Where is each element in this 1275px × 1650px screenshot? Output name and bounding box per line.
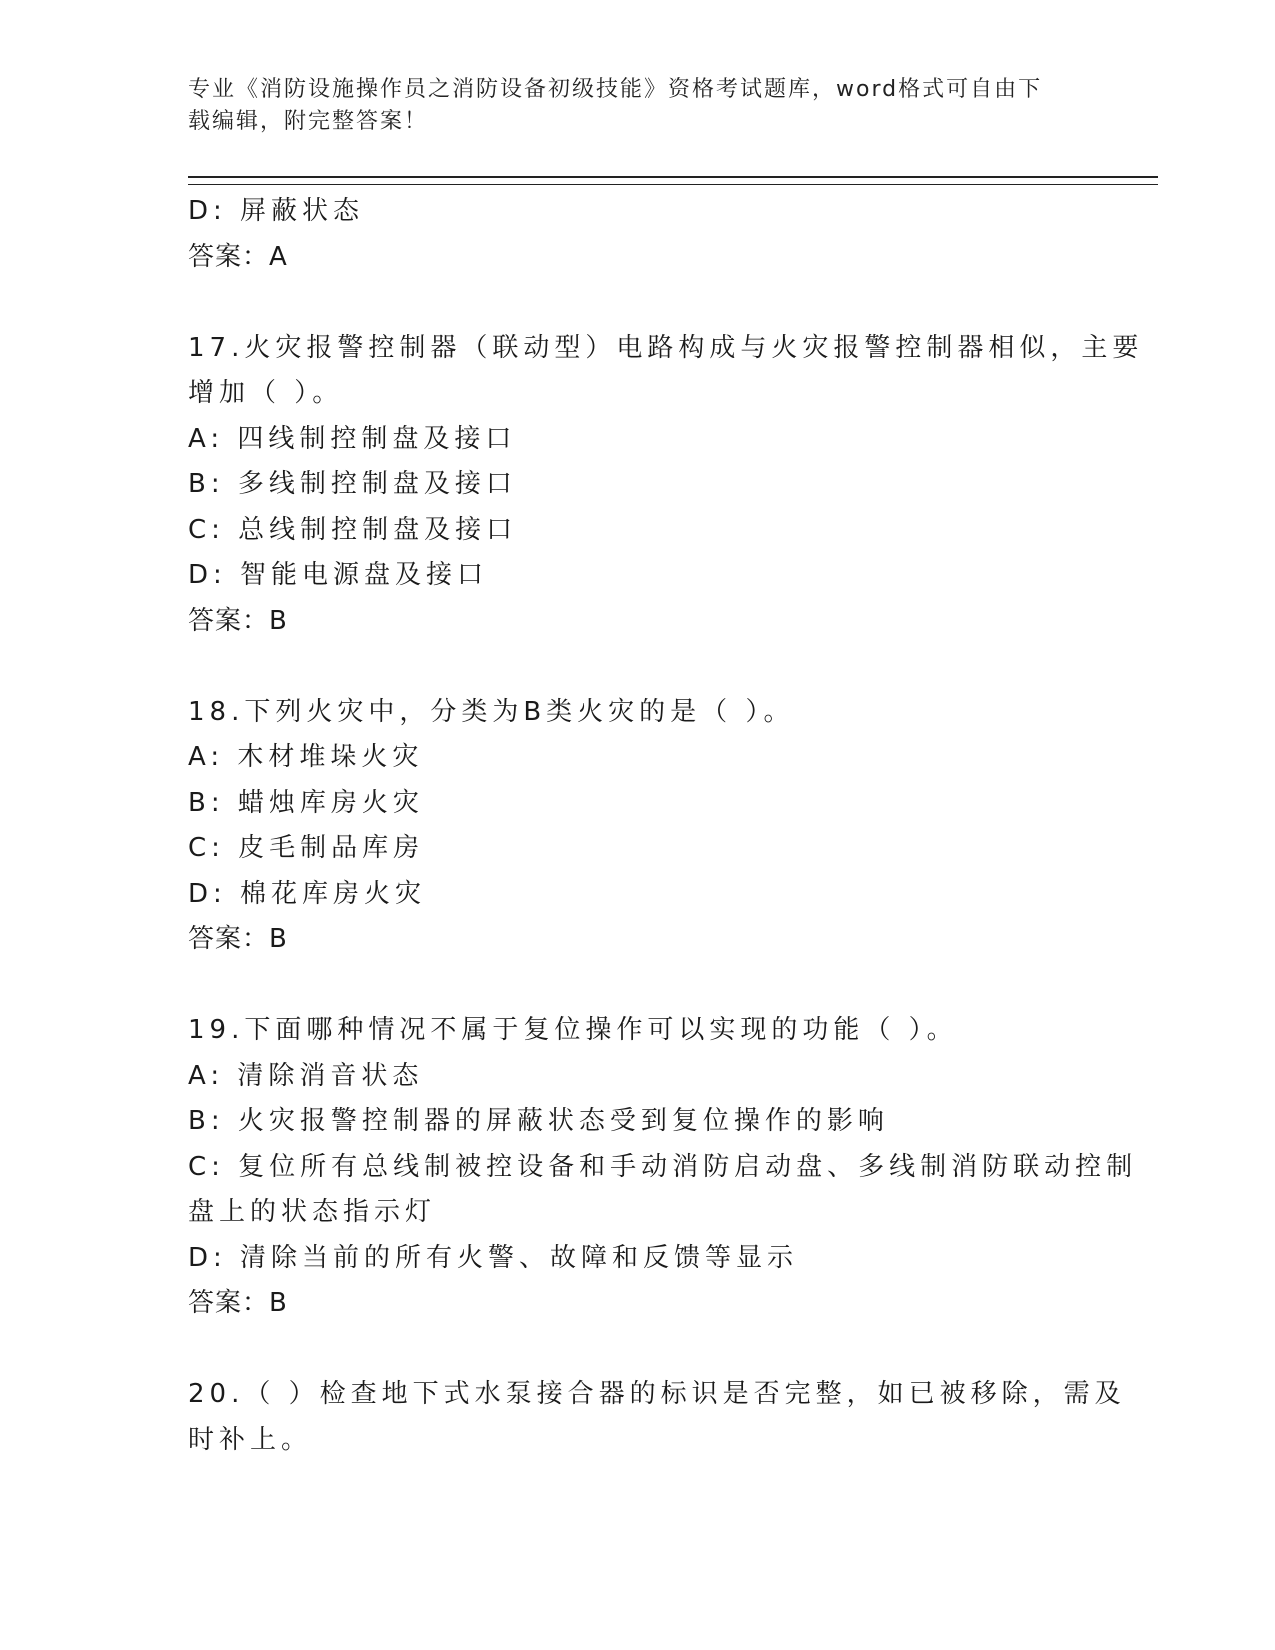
header-title-line-1: 专业《消防设施操作员之消防设备初级技能》资格考试题库，word格式可自由下: [188, 77, 1043, 102]
question-18-option-d: D: 棉花库房火灾: [188, 878, 427, 909]
header-divider: [188, 176, 1158, 185]
question-19-option-c-line-2: 盘上的状态指示灯: [188, 1197, 437, 1227]
question-19: [188, 1008, 1138, 1327]
question-20-stem-line-2: 时补上。: [188, 1424, 313, 1455]
prev-option-d: D: 屏蔽状态: [188, 196, 365, 226]
question-20: [188, 1372, 1126, 1463]
question-18-option-c: C: 皮毛制品库房: [188, 833, 425, 863]
question-18-answer: 答案：B: [188, 924, 288, 954]
question-17-stem-line-2: 增加（ ）。: [188, 378, 344, 408]
question-19-option-c-line-1: C: 复位所有总线制被控设备和手动消防启动盘、多线制消防联动控制: [188, 1151, 1138, 1182]
document-header: [188, 74, 1088, 138]
question-18-option-a: A: 木材堆垛火灾: [188, 742, 424, 772]
question-19-stem: 19.下面哪种情况不属于复位操作可以实现的功能（ ）。: [188, 1015, 958, 1045]
question-17-answer: 答案：B: [188, 605, 288, 636]
question-19-option-b: B: 火灾报警控制器的屏蔽状态受到复位操作的影响: [188, 1106, 889, 1136]
spacer: [188, 963, 1088, 1009]
question-20-stem-line-1: 20.（ ）检查地下式水泵接合器的标识是否完整，如已被移除，需及: [188, 1379, 1126, 1409]
spacer: [188, 644, 1088, 690]
spacer: [188, 280, 1088, 326]
question-17-option-a: A: 四线制控制盘及接口: [188, 423, 517, 454]
question-19-option-d: D: 清除当前的所有火警、故障和反馈等显示: [188, 1242, 799, 1273]
question-19-answer: 答案：B: [188, 1288, 288, 1318]
header-title-line-2: 载编辑，附完整答案！: [188, 109, 429, 134]
spacer: [188, 1327, 1088, 1373]
question-18-stem: 18.下列火灾中，分类为B类火灾的是（ ）。: [188, 696, 795, 727]
question-17-option-d: D: 智能电源盘及接口: [188, 560, 489, 590]
question-17-option-c: C: 总线制控制盘及接口: [188, 514, 518, 545]
question-17: [188, 326, 1144, 645]
question-18-option-b: B: 蜡烛库房火灾: [188, 787, 424, 818]
question-18: [188, 690, 1088, 963]
prev-answer: 答案：A: [188, 241, 288, 272]
question-list: [188, 189, 1144, 1463]
question-17-stem-line-1: 17.火灾报警控制器（联动型）电路构成与火灾报警控制器相似，主要: [188, 332, 1144, 363]
question-19-option-a: A: 清除消音状态: [188, 1060, 424, 1091]
question-17-option-b: B: 多线制控制盘及接口: [188, 469, 517, 499]
